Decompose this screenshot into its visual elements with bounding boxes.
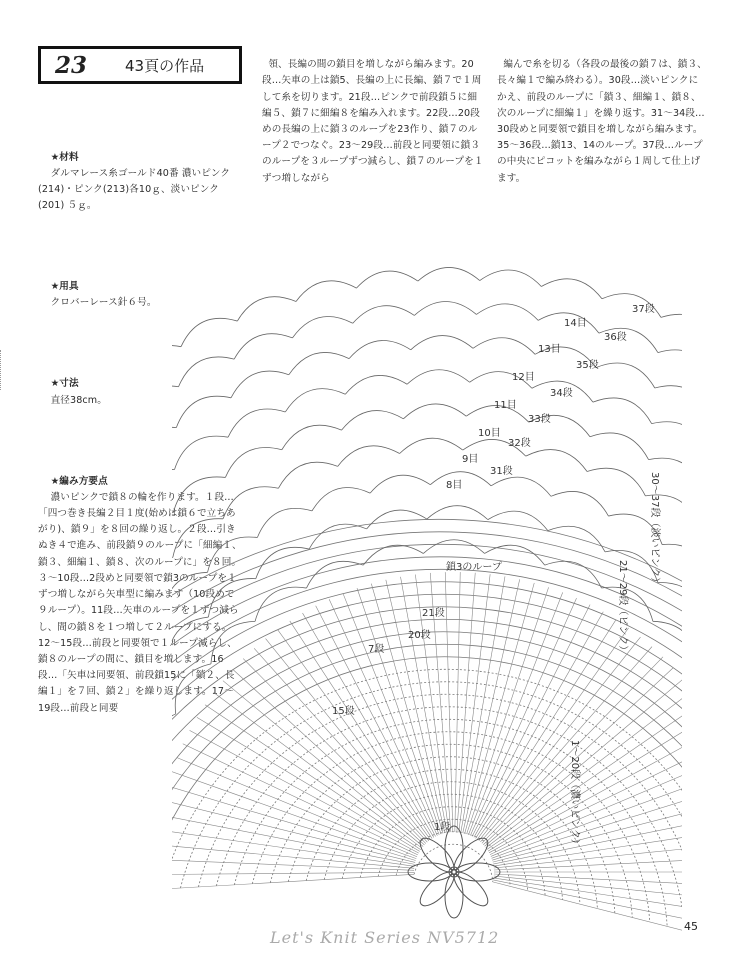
chart-mesh-loop: [652, 422, 682, 453]
chart-mesh-loop: [661, 314, 682, 342]
chart-spoke: [494, 874, 682, 887]
chart-mesh-loop: [172, 345, 181, 378]
chart-mesh-loop: [208, 579, 255, 617]
pattern-number: 23: [55, 51, 88, 79]
chart-mesh: [172, 267, 682, 940]
color-note-pink: 21〜29段（ピンク）: [617, 560, 628, 656]
chart-mesh-loop: [480, 270, 542, 286]
chart-mesh-loop: [342, 411, 404, 431]
chart-spoke: [172, 872, 414, 874]
chart-spoke: [493, 882, 682, 940]
materials-label: ★材料: [50, 151, 79, 163]
loop-label-13: 13目: [538, 344, 561, 355]
chart-mesh-loop: [596, 363, 655, 388]
tools-text: クロバーレース針６号。: [50, 297, 157, 309]
chart-mesh-loop: [349, 341, 411, 359]
chart-mesh-loop: [292, 316, 352, 337]
chart-spoke: [479, 637, 641, 841]
row-label-20: 20段: [408, 630, 431, 641]
flower-petal: [449, 867, 493, 911]
chart-mesh-loop: [172, 557, 173, 603]
row-label-31: 31段: [490, 466, 513, 477]
loop-label-11: 11目: [494, 400, 517, 411]
chart-mesh-loop: [172, 427, 176, 463]
chart-mesh-loop: [403, 404, 466, 419]
pattern-header: [38, 46, 242, 84]
row-label-32: 32段: [508, 438, 531, 449]
chart-mesh-loop: [179, 357, 235, 387]
chart-spoke: [254, 648, 427, 842]
chart-mesh-loop: [223, 487, 278, 519]
chart-mesh-loop: [407, 370, 470, 385]
chart-spoke: [476, 620, 616, 839]
chart-mesh-loop: [658, 582, 682, 621]
chart-mesh-loop: [587, 468, 645, 496]
chart-spoke: [190, 730, 419, 853]
chart-mesh-loop: [476, 304, 538, 321]
chart-row-arc: [172, 632, 682, 940]
chart-spoke: [266, 639, 429, 841]
chart-mesh-loop: [312, 488, 370, 511]
chart-mesh-loop: [175, 436, 229, 469]
flower-petal: [415, 833, 459, 877]
chart-mesh-loop: [411, 336, 473, 350]
chart-spoke: [494, 857, 682, 870]
chart-mesh-loop: [414, 301, 476, 315]
flower-petal: [415, 867, 459, 911]
chart-mesh-loop: [172, 513, 173, 555]
row-label-34: 34段: [550, 388, 573, 399]
chart-mesh-loop: [289, 352, 349, 374]
chart-arcs: [172, 519, 682, 940]
materials-text: ダルマレース糸ゴールド40番 濃いピンク(214)・ピンク(213)各10ｇ、淡いピンク(201) ５ｇ。: [38, 167, 231, 212]
chart-mesh-loop: [488, 511, 548, 531]
color-note-dark-pink: 1〜20段（濃いピンク）: [569, 740, 580, 849]
chart-row-arc: [172, 569, 682, 940]
right-column-text: 編んで糸を切る（各段の最後の鎖７は、鎖３、長々編１で編み終わる）。30段…淡いピンクにかえ、前段のループに「鎖３、細編１、鎖８、次のループに細編１」を繰り返す。31〜34段…30段めと同要領で鎖目を増しながら編みます。35〜36段…鎖13、14のループ。37段…ループの中央にピコットを編みながら１周して仕上げます。: [497, 59, 707, 184]
chart-row-arc: [172, 594, 682, 940]
chart-mesh-loop: [309, 524, 367, 549]
chart-row-arc: [234, 719, 667, 926]
row-label-37: 37段: [632, 304, 655, 315]
chart-spoke: [197, 717, 420, 851]
chart-mesh-loop: [211, 621, 255, 663]
loop-label-12: 12目: [512, 372, 535, 383]
chart-spoke: [205, 705, 421, 850]
page-number: 45: [684, 920, 698, 933]
chart-spoke: [214, 692, 422, 848]
color-note-light-pink: 30〜37段（淡いピンク）: [649, 472, 660, 588]
chart-mesh-loop: [548, 526, 605, 552]
materials-block: [38, 133, 242, 230]
chart-mesh-loop: [491, 477, 551, 496]
chart-mesh-loop: [590, 433, 649, 460]
chart-mesh-loop: [172, 469, 175, 508]
chart-mesh-loop: [296, 281, 356, 302]
row-label-1: 1段: [434, 822, 451, 833]
steps-text: 濃いピンクで鎖８の輪を作ります。１段…「四つ巻き長編２目１度(始めは鎖６で立ちあがり)、鎖９」を８回の繰り返し。２段…引きぬき４で進み、前段鎖９のループに「細編１、鎖３、細編１、鎖８、次のループに」を８回。３〜10段…2段めと同要領で鎖3のループを１ずつ増しながら矢車型に編みます（10段めで９ループ）。11段…矢車のループを１ずつ減らし、間の鎖８を１つ増して２ループにする。12〜15段…前段と同要領で１ループ減らし、鎖８のループの間に、鎖目を増します。16段…「矢車は同要領、前段鎖15に「鎖２、長編１」を７回、鎖２」を繰り返します。17〜19段…前段と同要: [38, 491, 242, 714]
crochet-chart: [172, 240, 682, 940]
chart-spoke: [233, 669, 425, 845]
flower-petal: [449, 833, 493, 877]
chart-spoke: [172, 874, 414, 889]
row-label-21: 21段: [422, 608, 445, 619]
size-text: 直径38cm。: [50, 394, 107, 406]
chart-row-arc: [216, 707, 682, 931]
chart-spoke: [459, 574, 490, 832]
chart-row-arc: [172, 519, 682, 940]
row-label-33: 33段: [528, 414, 551, 425]
chart-mesh-loop: [255, 587, 306, 621]
chart-mesh-loop: [231, 371, 289, 398]
chart-mesh-loop: [228, 409, 285, 437]
chart-mesh-loop: [181, 318, 237, 346]
chart-spoke: [494, 827, 682, 866]
chart-spoke: [277, 629, 430, 839]
chart-spoke: [463, 579, 520, 833]
chart-mesh-loop: [172, 386, 179, 420]
loop-label-14: 14目: [564, 318, 587, 329]
loop-label-10: 10目: [478, 428, 501, 439]
chart-mesh-loop: [225, 448, 281, 478]
chart-spoke: [468, 592, 562, 834]
chart-row-arc: [198, 694, 682, 935]
chart-mesh-loop: [353, 306, 415, 324]
footer-series: Let's Knit Series NV5712: [270, 928, 500, 947]
chart-mesh-loop: [356, 271, 417, 288]
chart-mesh-loop: [418, 267, 480, 281]
page-edge-mark: [0, 350, 6, 390]
chart-spoke: [494, 876, 682, 902]
pattern-page-ref: 43頁の作品: [125, 56, 205, 75]
chart-row-arc: [180, 682, 682, 940]
middle-column: [262, 41, 486, 187]
chart-mesh-loop: [655, 386, 682, 416]
chart-mesh-loop: [473, 338, 535, 355]
chart-spoke: [492, 783, 682, 860]
loop-label-ch3: 鎖3のループ: [446, 562, 502, 573]
chart-row-arc: [172, 532, 682, 940]
right-column: [497, 41, 707, 187]
chart-mesh-loop: [653, 621, 682, 663]
chart-row-arc: [172, 619, 682, 940]
flower-petal: [456, 863, 500, 881]
chart-spoke: [290, 621, 432, 839]
chart-spoke: [494, 878, 682, 917]
loop-label-8: 8目: [446, 480, 463, 491]
loop-label-9: 9目: [462, 454, 479, 465]
chart-mesh-loop: [593, 398, 652, 424]
row-label-7: 7段: [368, 644, 385, 655]
tools-label: ★用具: [50, 281, 79, 293]
chart-mesh-loop: [400, 438, 463, 453]
chart-mesh-loop: [345, 375, 407, 394]
chart-mesh-loop: [176, 396, 231, 427]
chart-mesh-loop: [423, 540, 484, 554]
steps-label: ★編み方要点: [50, 475, 108, 487]
chart-spoke: [177, 758, 417, 857]
chart-mesh-loop: [173, 519, 223, 558]
chart-spoke: [223, 681, 423, 847]
chart-mesh-loop: [278, 462, 337, 488]
crochet-chart-svg: [172, 240, 682, 940]
row-label-15: 15段: [332, 706, 355, 717]
flower-petal: [445, 874, 463, 918]
flower-petal: [408, 863, 452, 881]
chart-spoke: [172, 830, 414, 867]
chart-spoke: [172, 772, 416, 859]
chart-mesh-loop: [285, 389, 345, 412]
center-flower: [408, 826, 500, 918]
chart-mesh-loop: [257, 508, 312, 537]
chart-mesh-loop: [282, 425, 342, 450]
chart-mesh-loop: [173, 477, 225, 513]
size-label: ★寸法: [50, 378, 79, 390]
row-label-35: 35段: [576, 360, 599, 371]
chart-mesh-loop: [526, 450, 587, 472]
chart-mesh-loop: [234, 334, 292, 359]
chart-spoke: [493, 812, 682, 864]
chart-mesh-loop: [370, 475, 430, 493]
chart-spoke: [445, 572, 453, 832]
chart-mesh-loop: [237, 297, 296, 321]
chart-spokes: [172, 572, 682, 940]
chart-mesh-loop: [541, 279, 602, 299]
chart-mesh-loop: [338, 446, 400, 466]
chart-mesh-loop: [551, 491, 608, 516]
chart-row-arc: [172, 607, 682, 940]
middle-column-text: 領、長編の間の鎖目を増しながら編みます。20段…矢車の上は鎖5、長編の上に長編、鎖７で１周して糸を切ります。21段…ピンクで前段鎖５に細編５、鎖７に細編８を編み入れます。22段…20段めの長編の上に鎖３のループを23作り、鎖７のループ２でつなぐ。23〜29段…前段と同要領に鎖３のループを３ループずつ減らし、鎖７のループを１ずつ増しながら: [262, 59, 484, 184]
chart-spoke: [357, 588, 441, 834]
chart-mesh-loop: [208, 537, 258, 572]
chart-mesh-loop: [427, 506, 488, 520]
row-label-36: 36段: [604, 332, 627, 343]
chart-spoke: [493, 880, 682, 932]
chart-mesh-loop: [658, 350, 682, 379]
